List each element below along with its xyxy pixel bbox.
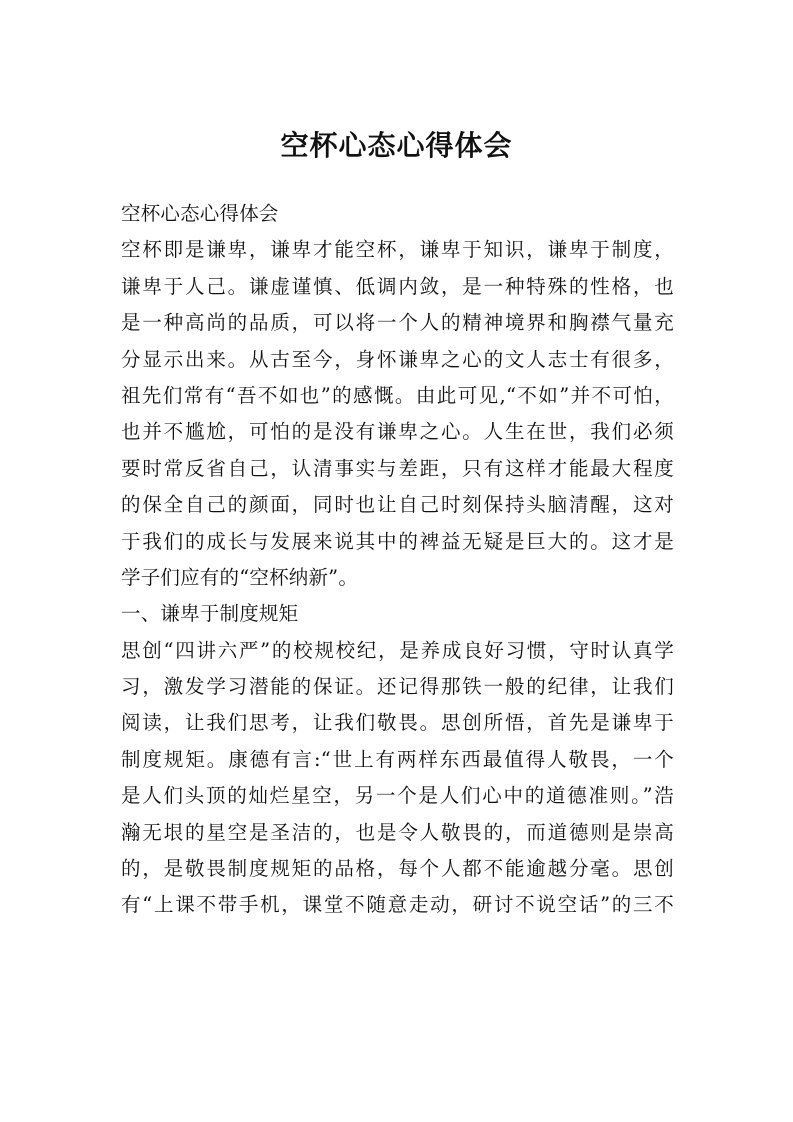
paragraph-line: 习，激发学习潜能的保证。还记得那铁一般的纪律，让我们 — [121, 675, 674, 699]
paragraph-line: 瀚无垠的星空是圣洁的，也是令人敬畏的，而道德则是崇高 — [121, 820, 674, 844]
paragraph-line: 谦卑于人己。谦虚谨慎、低调内敛，是一种特殊的性格，也 — [121, 274, 674, 298]
paragraph-line: 阅读，让我们思考，让我们敬畏。思创所悟，首先是谦卑于 — [121, 711, 674, 735]
paragraph-line: 制度规矩。康德有言:“世上有两样东西最值得人敬畏，一个 — [121, 747, 674, 771]
paragraph-line: 是一种高尚的品质，可以将一个人的精神境界和胸襟气量充 — [121, 311, 674, 335]
paragraph-line: 也并不尴尬，可怕的是没有谦卑之心。人生在世，我们必须 — [121, 420, 674, 444]
section-heading: 一、谦卑于制度规矩 — [121, 602, 299, 626]
document-title: 空杯心态心得体会 — [280, 129, 513, 162]
paragraph-line: 要时常反省自己，认清事实与差距，只有这样才能最大程度 — [121, 456, 674, 480]
paragraph-line: 学子们应有的“空杯纳新”。 — [121, 565, 359, 589]
paragraph-line: 思创“四讲六严”的校规校纪，是养成良好习惯，守时认真学 — [121, 638, 674, 662]
paragraph-line: 分显示出来。从古至今，身怀谦卑之心的文人志士有很多， — [121, 347, 674, 371]
paragraph-line: 有“上课不带手机，课堂不随意走动，研讨不说空话”的三不 — [121, 893, 674, 917]
paragraph-line: 空杯即是谦卑，谦卑才能空杯，谦卑于知识，谦卑于制度， — [121, 238, 674, 262]
paragraph-line: 是人们头顶的灿烂星空，另一个是人们心中的道德准则。”浩 — [121, 784, 674, 808]
paragraph-line: 的保全自己的颜面，同时也让自己时刻保持头脑清醒，这对 — [121, 493, 674, 517]
paragraph-line: 祖先们常有“吾不如也”的感慨。由此可见,“不如”并不可怕， — [121, 383, 674, 407]
document-body — [121, 196, 674, 924]
subtitle-line: 空杯心态心得体会 — [121, 202, 279, 225]
paragraph-line: 于我们的成长与发展来说其中的裨益无疑是巨大的。这才是 — [121, 529, 674, 553]
paragraph-line: 的，是敬畏制度规矩的品格，每个人都不能逾越分毫。思创 — [121, 857, 674, 881]
